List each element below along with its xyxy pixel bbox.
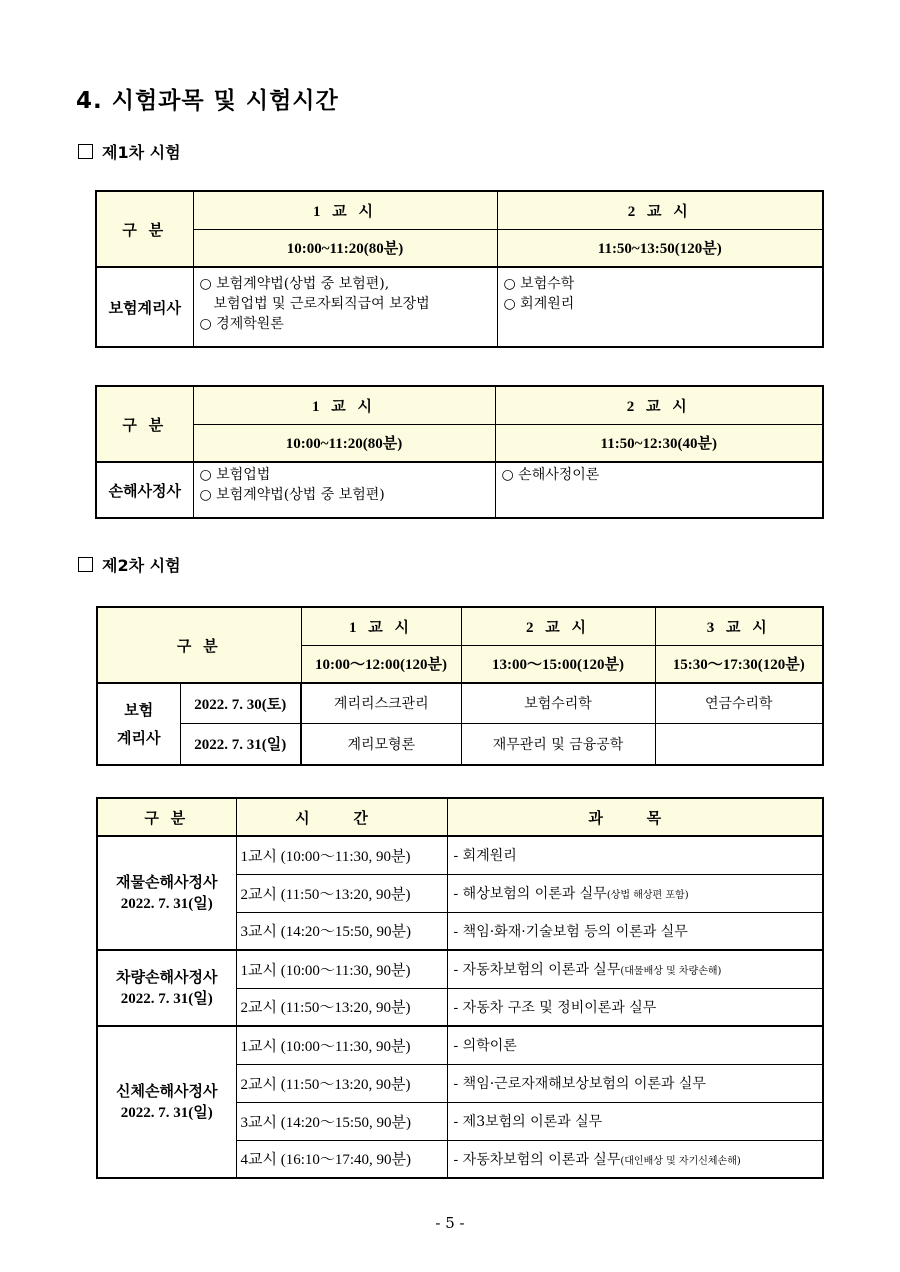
subject-text: - 해상보험의 이론과 실무 xyxy=(453,886,607,902)
subject-cell xyxy=(447,988,823,1026)
period2-time: 11:50~12:30(40분) xyxy=(495,424,823,462)
first-exam-adjuster-table xyxy=(95,385,824,519)
subject-line: ○ 보험업법 xyxy=(199,467,271,483)
period2-header: 2 교 시 xyxy=(495,386,823,424)
division-header: 구 분 xyxy=(97,607,301,683)
period3-header: 3 교 시 xyxy=(655,607,823,645)
period3-time: 15:30～17:30(120분) xyxy=(655,645,823,683)
section-label: 제1차 시험 xyxy=(102,143,181,162)
period1-time: 10:00~11:20(80분) xyxy=(193,229,497,267)
subject-text: - 의학이론 xyxy=(453,1038,517,1055)
period-time: 3교시 (14:20～15:50, 90분) xyxy=(236,1102,447,1140)
subject-note: (상법 해상편 포함) xyxy=(606,890,689,901)
subject-cell xyxy=(655,723,823,765)
period-time: 2교시 (11:50～13:20, 90분) xyxy=(236,1064,447,1102)
exam-date: 2022. 7. 31(일) xyxy=(180,723,301,765)
square-bullet-icon xyxy=(78,144,93,159)
period1-time: 10:00～12:00(120분) xyxy=(301,645,461,683)
subject-text: - 자동차 구조 및 정비이론과 실무 xyxy=(453,999,657,1016)
period1-time: 10:00~11:20(80분) xyxy=(193,424,495,462)
subject-line: ○ 경제학원론 xyxy=(199,316,284,332)
group-date: 2022. 7. 31(일) xyxy=(120,991,213,1007)
second-exam-adjuster-table xyxy=(96,797,824,1179)
subject-line: 보험업법 및 근로자퇴직급여 보장법 xyxy=(213,296,430,312)
period1-header: 1 교 시 xyxy=(193,386,495,424)
period2-header: 2 교 시 xyxy=(461,607,655,645)
subject-note: (대인배상 및 자기신체손해) xyxy=(620,1155,741,1167)
period-time: 2교시 (11:50～13:20, 90분) xyxy=(236,988,447,1026)
subject-cell xyxy=(447,1064,823,1102)
division-header: 구 분 xyxy=(96,386,193,462)
label-line: 계리사 xyxy=(117,729,161,747)
section-heading-first-exam xyxy=(78,140,181,163)
period-time: 3교시 (14:20～15:50, 90분) xyxy=(236,912,447,950)
section-heading-second-exam xyxy=(78,553,181,576)
period1-header: 1 교 시 xyxy=(301,607,461,645)
subject-line: ○ 손해사정이론 xyxy=(501,467,600,483)
subject-text: - 책임·근로자재해보상보험의 이론과 실무 xyxy=(453,1076,706,1092)
adjuster-group-cell xyxy=(97,1026,236,1178)
period-time: 2교시 (11:50～13:20, 90분) xyxy=(236,874,447,912)
subject-note: (대물배상 및 차량손해) xyxy=(620,966,722,978)
subject-cell: 보험수리학 xyxy=(461,683,655,723)
first-exam-actuary-table xyxy=(95,190,824,348)
subject-cell xyxy=(447,1026,823,1064)
qualification-label: 보험계리사 xyxy=(96,267,193,347)
subject-line: ○ 보험계약법(상법 중 보험편), xyxy=(199,276,390,292)
period1-subjects xyxy=(193,267,497,347)
period2-subjects xyxy=(495,462,823,518)
group-date: 2022. 7. 31(일) xyxy=(120,1105,213,1121)
subject-cell xyxy=(447,874,823,912)
subject-cell xyxy=(447,1140,823,1178)
page-title: 4. 시험과목 및 시험시간 xyxy=(76,88,339,114)
period-time: 1교시 (10:00～11:30, 90분) xyxy=(236,836,447,874)
second-exam-actuary-table xyxy=(96,606,824,766)
period2-subjects xyxy=(497,267,823,347)
period2-time: 13:00～15:00(120분) xyxy=(461,645,655,683)
subject-cell xyxy=(447,836,823,874)
square-bullet-icon xyxy=(78,557,93,572)
subject-cell xyxy=(447,912,823,950)
page-number: - 5 - xyxy=(435,1214,465,1232)
period1-subjects xyxy=(193,462,495,518)
period-time: 4교시 (16:10～17:40, 90분) xyxy=(236,1140,447,1178)
subject-text: - 자동차보험의 이론과 실무 xyxy=(453,1151,621,1168)
subject-line: ○ 보험계약법(상법 중 보험편) xyxy=(199,487,385,503)
qualification-label: 손해사정사 xyxy=(96,462,193,518)
label-line: 보험 xyxy=(124,701,154,719)
subject-text: - 회계원리 xyxy=(453,848,517,865)
subject-text: - 책임·화재·기술보험 등의 이론과 실무 xyxy=(453,923,688,940)
subject-cell: 재무관리 및 금융공학 xyxy=(461,723,655,765)
period2-header: 2 교 시 xyxy=(497,191,823,229)
period-time: 1교시 (10:00～11:30, 90분) xyxy=(236,950,447,988)
group-date: 2022. 7. 31(일) xyxy=(120,896,213,912)
subject-cell xyxy=(447,1102,823,1140)
period2-time: 11:50~13:50(120분) xyxy=(497,229,823,267)
adjuster-group-cell xyxy=(97,950,236,1026)
adjuster-group-cell xyxy=(97,836,236,950)
division-header: 구 분 xyxy=(96,191,193,267)
subject-cell: 계리모형론 xyxy=(301,723,461,765)
group-name: 신체손해사정사 xyxy=(116,1082,218,1100)
time-header: 시 간 xyxy=(236,798,447,836)
subject-cell: 계리리스크관리 xyxy=(301,683,461,723)
qualification-label xyxy=(97,683,180,765)
subject-line: ○ 회계원리 xyxy=(503,296,575,312)
subject-header: 과 목 xyxy=(447,798,823,836)
group-name: 재물손해사정사 xyxy=(116,873,218,891)
subject-cell: 연금수리학 xyxy=(655,683,823,723)
subject-text: - 자동차보험의 이론과 실무 xyxy=(453,962,621,979)
period-time: 1교시 (10:00～11:30, 90분) xyxy=(236,1026,447,1064)
subject-text: - 제3보험의 이론과 실무 xyxy=(453,1114,603,1130)
period1-header: 1 교 시 xyxy=(193,191,497,229)
subject-cell xyxy=(447,950,823,988)
subject-line: ○ 보험수학 xyxy=(503,276,575,292)
exam-date: 2022. 7. 30(토) xyxy=(180,683,301,723)
group-name: 차량손해사정사 xyxy=(116,968,218,986)
section-label: 제2차 시험 xyxy=(102,556,181,575)
division-header: 구 분 xyxy=(97,798,236,836)
